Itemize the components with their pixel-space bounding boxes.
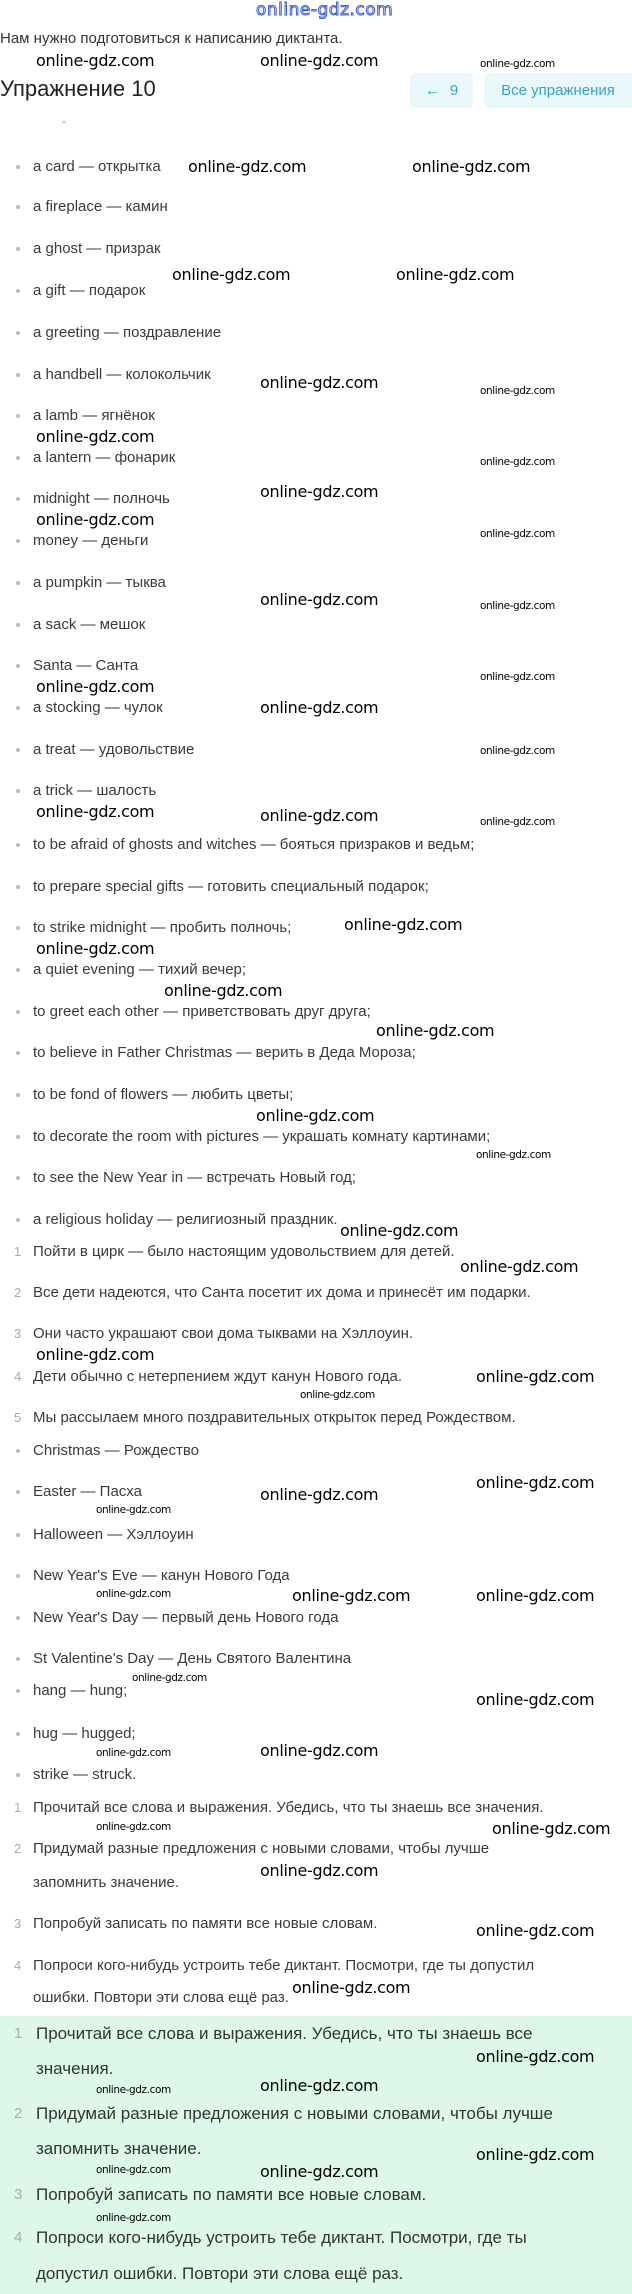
item-text: допустил ошибки. Повтори эти слова ещё раз.: [36, 2264, 404, 2283]
watermark-text: online-gdz.com: [480, 528, 555, 540]
bullet-icon: [16, 539, 20, 543]
vocabulary-item: [0, 239, 632, 259]
bullet-icon: [16, 1449, 20, 1453]
watermark-text: online-gdz.com: [344, 915, 463, 934]
holiday-item: [0, 1608, 632, 1628]
watermark-text: online-gdz.com: [492, 1819, 611, 1838]
item-text: a ghost — призрак: [33, 240, 161, 257]
previous-exercise-button[interactable]: [410, 73, 473, 108]
bullet-icon: [16, 497, 20, 501]
item-text: Все дети надеются, что Санта посетит их дома и принесёт им подарки.: [33, 1284, 531, 1301]
bullet-icon: [16, 1051, 20, 1055]
bullet-icon: [16, 843, 20, 847]
vocabulary-item: [0, 1085, 632, 1105]
bullet-icon: [16, 205, 20, 209]
watermark-text: online-gdz.com: [480, 745, 555, 757]
stray-dash: -: [62, 114, 66, 128]
item-text: запомнить значение.: [36, 2139, 202, 2158]
item-text: a sack — мешок: [33, 616, 146, 633]
watermark-text: online-gdz.com: [300, 1389, 375, 1401]
vocabulary-item: [0, 835, 632, 855]
vocabulary-item: [0, 197, 632, 217]
item-text: Christmas — Рождество: [33, 1442, 200, 1459]
bullet-icon: [16, 1218, 20, 1222]
watermark-text: online-gdz.com: [36, 802, 155, 821]
item-text: midnight — полночь: [33, 490, 170, 507]
watermark-text: online-gdz.com: [36, 1345, 155, 1364]
watermark-text: online-gdz.com: [480, 600, 555, 612]
watermark-text: online-gdz.com: [412, 157, 531, 176]
bullet-icon: [16, 623, 20, 627]
bullet-icon: [16, 1732, 20, 1736]
watermark-text: online-gdz.com: [260, 698, 379, 717]
item-number: 1: [14, 1800, 22, 1815]
watermark-text: online-gdz.com: [36, 51, 155, 70]
item-number: 2: [14, 2105, 23, 2122]
item-number: 2: [14, 1841, 22, 1856]
bullet-icon: [16, 1773, 20, 1777]
item-number: 2: [14, 1285, 22, 1300]
bullet-icon: [16, 289, 20, 293]
watermark-text: online-gdz.com: [460, 1257, 579, 1276]
item-text: money — деньги: [33, 532, 149, 549]
bullet-icon: [16, 789, 20, 793]
item-text: a card — открытка: [33, 158, 161, 175]
vocabulary-item: [0, 157, 632, 177]
watermark-text: online-gdz.com: [260, 373, 379, 392]
item-number: 3: [14, 1916, 22, 1931]
vocabulary-item: [0, 615, 632, 635]
watermark-text: online-gdz.com: [36, 939, 155, 958]
item-text: запомнить значение.: [33, 1874, 180, 1891]
bullet-icon: [16, 373, 20, 377]
item-text: New Year's Eve — канун Нового Года: [33, 1567, 290, 1584]
watermark-text: online-gdz.com: [96, 1504, 171, 1516]
watermark-text: online-gdz.com: [476, 1690, 595, 1709]
item-number: 1: [14, 1244, 22, 1259]
item-text: New Year's Day — первый день Нового года: [33, 1609, 339, 1626]
item-text: Дети обычно с нетерпением ждут канун Нового года.: [33, 1368, 403, 1385]
holiday-item: [0, 1765, 632, 1785]
sentence-item: [0, 1283, 632, 1303]
holiday-item: [0, 1525, 632, 1545]
item-text: Придумай разные предложения с новыми словами, чтобы лучше: [36, 2104, 553, 2123]
vocabulary-item: [0, 1002, 632, 1022]
item-text: Easter — Пасха: [33, 1483, 142, 1500]
sentence-item: [0, 1408, 632, 1428]
item-text: Попробуй записать по памяти все новые словам.: [33, 1915, 378, 1932]
task-item: [0, 1839, 632, 1859]
item-text: St Valentine's Day — День Святого Валентина: [33, 1650, 352, 1667]
item-text: to see the New Year in — встречать Новый год;: [33, 1169, 357, 1186]
bullet-icon: [16, 1010, 20, 1014]
watermark-text: online-gdz.com: [260, 2076, 379, 2095]
item-number: 5: [14, 1410, 22, 1425]
item-text: Прочитай все слова и выражения. Убедись, что ты знаешь все: [36, 2024, 533, 2043]
highlighted-task-item: [0, 2022, 632, 2046]
item-text: Halloween — Хэллоуин: [33, 1526, 194, 1543]
task-item: [0, 1798, 632, 1818]
watermark-text: online-gdz.com: [260, 482, 379, 501]
item-text: a treat — удовольствие: [33, 741, 195, 758]
item-text: a pumpkin — тыква: [33, 574, 166, 591]
bullet-icon: [16, 165, 20, 169]
item-text: a handbell — колокольчик: [33, 366, 211, 383]
watermark-text: online-gdz.com: [36, 677, 155, 696]
bullet-icon: [16, 1135, 20, 1139]
watermark-text: online-gdz.com: [260, 51, 379, 70]
item-text: a greeting — поздравление: [33, 324, 222, 341]
item-text: a religious holiday — религиозный праздник.: [33, 1211, 338, 1228]
item-text: hang — hung;: [33, 1682, 128, 1699]
bullet-icon: [16, 968, 20, 972]
item-text: a stocking — чулок: [33, 699, 163, 716]
vocabulary-item: [0, 1168, 632, 1188]
watermark-text: online-gdz.com: [256, 1106, 375, 1125]
item-text: Попроси кого-нибудь устроить тебе диктант. Посмотри, где ты допустил: [33, 1957, 535, 1974]
item-text: Попроси кого-нибудь устроить тебе диктант. Посмотри, где ты: [36, 2228, 527, 2247]
item-text: Santa — Санта: [33, 657, 139, 674]
sentence-item: [0, 1324, 632, 1344]
item-text: значения.: [36, 2059, 114, 2078]
item-number: 4: [14, 2229, 23, 2246]
vocabulary-item: [0, 1127, 632, 1147]
vocabulary-item: [0, 877, 632, 897]
vocabulary-item: [0, 1210, 632, 1230]
watermark-text: online-gdz.com: [480, 816, 555, 828]
item-text: to decorate the room with pictures — украшать комнату картинами;: [33, 1128, 491, 1145]
bullet-icon: [16, 1093, 20, 1097]
item-text: a gift — подарок: [33, 282, 146, 299]
item-text: a trick — шалость: [33, 782, 157, 799]
vocabulary-item: [0, 1043, 632, 1063]
bullet-icon: [16, 1657, 20, 1661]
all-exercises-button[interactable]: Все упражнения: [484, 73, 632, 108]
bullet-icon: [16, 1574, 20, 1578]
highlighted-task-item: [0, 2262, 632, 2286]
item-text: to believe in Father Christmas — верить в Деда Мороза;: [33, 1044, 416, 1061]
bullet-icon: [16, 1490, 20, 1494]
bullet-icon: [16, 581, 20, 585]
watermark-text: online-gdz.com: [164, 981, 283, 1000]
vocabulary-item: [0, 281, 632, 301]
watermark-text: online-gdz.com: [480, 385, 555, 397]
vocabulary-item: [0, 960, 632, 980]
bullet-icon: [16, 247, 20, 251]
item-text: to strike midnight — пробить полночь;: [33, 919, 292, 936]
bullet-icon: [16, 748, 20, 752]
bullet-icon: [16, 331, 20, 335]
holiday-item: [0, 1566, 632, 1586]
watermark-text: online-gdz.com: [292, 1586, 411, 1605]
item-text: hug — hugged;: [33, 1725, 136, 1742]
vocabulary-item: [0, 915, 632, 938]
bullet-icon: [16, 1616, 20, 1620]
item-text: a fireplace — камин: [33, 198, 168, 215]
task-item: [0, 1956, 632, 1976]
watermark-text: online-gdz.com: [376, 1021, 495, 1040]
watermark-text: online-gdz.com: [96, 2084, 171, 2096]
watermark-text: online-gdz.com: [292, 1978, 411, 1997]
previous-exercise-label: 9: [449, 82, 459, 99]
bullet-icon: [16, 456, 20, 460]
item-text: Попробуй записать по памяти все новые словам.: [36, 2185, 427, 2204]
watermark-text: online-gdz.com: [96, 2164, 171, 2176]
watermark-text: online-gdz.com: [260, 1485, 379, 1504]
site-logo-watermark: online-gdz.com: [256, 0, 394, 20]
watermark-text: online-gdz.com: [476, 1149, 551, 1161]
item-number: 3: [14, 2186, 23, 2203]
item-text: a quiet evening — тихий вечер;: [33, 961, 247, 978]
item-text: to prepare special gifts — готовить специальный подарок;: [33, 878, 429, 895]
watermark-text: online-gdz.com: [396, 265, 515, 284]
item-text: strike — struck.: [33, 1766, 137, 1783]
watermark-text: online-gdz.com: [132, 1672, 207, 1684]
bullet-icon: [16, 1533, 20, 1537]
vocabulary-item: [0, 781, 632, 801]
bullet-icon: [16, 926, 20, 930]
bullet-icon: [16, 706, 20, 710]
watermark-text: online-gdz.com: [480, 58, 555, 70]
watermark-text: online-gdz.com: [260, 2162, 379, 2181]
item-number: 1: [14, 2025, 23, 2042]
item-text: Придумай разные предложения с новыми словами, чтобы лучше: [33, 1840, 490, 1857]
bullet-icon: [16, 885, 20, 889]
vocabulary-item: [0, 406, 632, 426]
item-text: to be afraid of ghosts and witches — бояться призраков и ведьм;: [33, 836, 475, 853]
bullet-icon: [16, 414, 20, 418]
item-text: Мы рассылаем много поздравительных открыток перед Рождеством.: [33, 1409, 516, 1426]
item-number: 4: [14, 1369, 22, 1384]
watermark-text: online-gdz.com: [96, 2212, 171, 2224]
item-text: Пойти в цирк — было настоящим удовольствием для детей.: [33, 1243, 455, 1260]
watermark-text: online-gdz.com: [260, 1861, 379, 1880]
highlighted-task-item: [0, 2183, 632, 2207]
watermark-text: online-gdz.com: [188, 157, 307, 176]
arrow-left-icon: ←: [424, 82, 440, 99]
watermark-text: online-gdz.com: [96, 1747, 171, 1759]
page-title: Упражнение 10: [0, 76, 156, 101]
bullet-icon: [16, 1689, 20, 1693]
item-text: to be fond of flowers — любить цветы;: [33, 1086, 294, 1103]
item-text: Прочитай все слова и выражения. Убедись, что ты знаешь все значения.: [33, 1799, 544, 1816]
intro-text: Нам нужно подготовиться к написанию диктанта.: [0, 30, 343, 47]
watermark-text: online-gdz.com: [476, 1921, 595, 1940]
watermark-text: online-gdz.com: [476, 1473, 595, 1492]
item-text: a lamb — ягнёнок: [33, 407, 155, 424]
watermark-text: online-gdz.com: [340, 1221, 459, 1240]
bullet-icon: [16, 664, 20, 668]
watermark-text: online-gdz.com: [476, 1367, 595, 1386]
highlighted-task-item: [0, 2226, 632, 2250]
watermark-text: online-gdz.com: [260, 590, 379, 609]
watermark-text: online-gdz.com: [36, 427, 155, 446]
watermark-text: online-gdz.com: [172, 265, 291, 284]
watermark-text: online-gdz.com: [476, 2145, 595, 2164]
watermark-text: online-gdz.com: [480, 671, 555, 683]
watermark-text: online-gdz.com: [96, 1588, 171, 1600]
holiday-item: [0, 1649, 632, 1669]
watermark-text: online-gdz.com: [260, 806, 379, 825]
watermark-text: online-gdz.com: [96, 1821, 171, 1833]
holiday-item: [0, 1441, 632, 1461]
watermark-text: online-gdz.com: [476, 2047, 595, 2066]
item-number: 3: [14, 1326, 22, 1341]
item-number: 4: [14, 1958, 22, 1973]
item-text: to greet each other — приветствовать друг друга;: [33, 1003, 371, 1020]
watermark-text: online-gdz.com: [36, 510, 155, 529]
item-text: ошибки. Повтори эти слова ещё раз.: [33, 1989, 289, 2006]
watermark-text: online-gdz.com: [480, 456, 555, 468]
bullet-icon: [16, 1176, 20, 1180]
watermark-text: online-gdz.com: [260, 1741, 379, 1760]
vocabulary-item: [0, 323, 632, 343]
highlighted-task-item: [0, 2102, 632, 2126]
watermark-text: online-gdz.com: [476, 1586, 595, 1605]
item-text: Они часто украшают свои дома тыквами на Хэллоуин.: [33, 1325, 414, 1342]
item-text: a lantern — фонарик: [33, 449, 176, 466]
